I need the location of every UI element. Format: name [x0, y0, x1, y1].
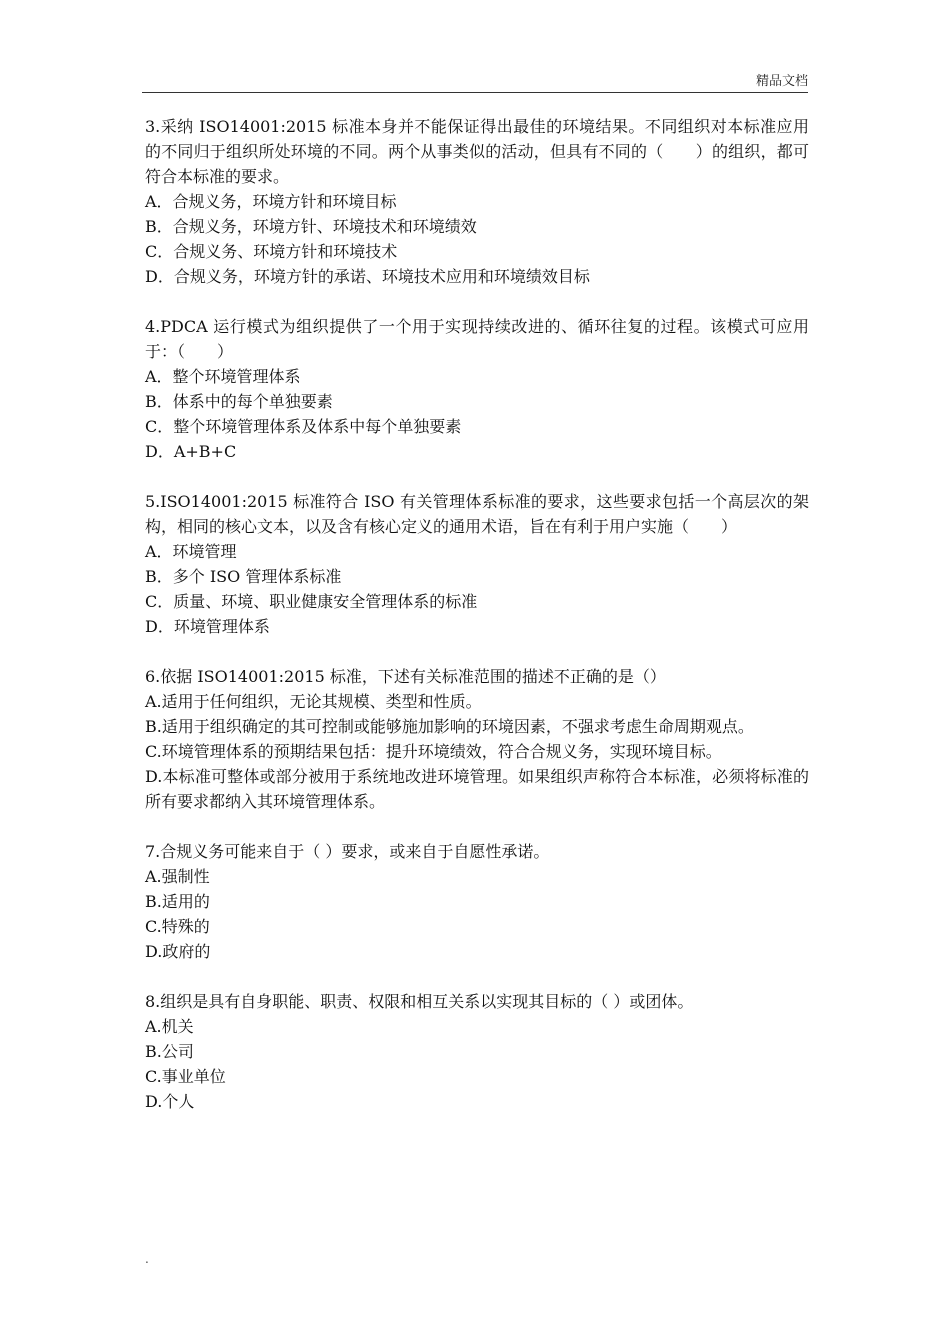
- option-a: A.机关: [145, 1017, 194, 1036]
- option-d: D.政府的: [145, 942, 211, 961]
- option-b: B.公司: [145, 1042, 194, 1061]
- question-6: [145, 664, 809, 814]
- question-8: [145, 989, 809, 1114]
- question-3: [145, 114, 809, 289]
- page-header-label: 精品文档: [755, 74, 808, 89]
- option-c: C．合规义务、环境方针和环境技术: [145, 242, 398, 261]
- question-text: 7.合规义务可能来自于（ ）要求，或来自于自愿性承诺。: [145, 842, 550, 861]
- option-b: B．多个 ISO 管理体系标准: [145, 567, 342, 586]
- question-7: [145, 839, 809, 964]
- question-text: 6.依据 ISO14001:2015 标准，下述有关标准范围的描述不正确的是（）: [145, 667, 666, 686]
- option-d: D．A+B+C: [145, 442, 237, 461]
- option-a: A．合规义务，环境方针和环境目标: [145, 192, 397, 211]
- option-a: A．整个环境管理体系: [145, 367, 301, 386]
- option-d: D．环境管理体系: [145, 617, 270, 636]
- question-text: 8.组织是具有自身职能、职责、权限和相互关系以实现其目标的（ ）或团体。: [145, 992, 694, 1011]
- question-text: 5.ISO14001:2015 标准符合 ISO 有关管理体系标准的要求，这些要求包括一个高层次的架构，相同的核心文本，以及含有核心定义的通用术语，旨在有利于用户实施（ ）: [145, 492, 809, 536]
- option-b: B．合规义务，环境方针、环境技术和环境绩效: [145, 217, 477, 236]
- option-b: B.适用的: [145, 892, 210, 911]
- option-c: C.环境管理体系的预期结果包括：提升环境绩效，符合合规义务，实现环境目标。: [145, 742, 722, 761]
- footer-mark: .: [145, 1252, 149, 1266]
- option-b: B.适用于组织确定的其可控制或能够施加影响的环境因素，不强求考虑生命周期观点。: [145, 717, 754, 736]
- option-a: A.强制性: [145, 867, 210, 886]
- option-d: D.本标准可整体或部分被用于系统地改进环境管理。如果组织声称符合本标准，必须将标准的所有要求都纳入其环境管理体系。: [145, 767, 809, 811]
- option-a: A．环境管理: [145, 542, 237, 561]
- option-d: D.个人: [145, 1092, 195, 1111]
- option-c: C．质量、环境、职业健康安全管理体系的标准: [145, 592, 478, 611]
- option-c: C．整个环境管理体系及体系中每个单独要素: [145, 417, 462, 436]
- question-text: 3.采纳 ISO14001:2015 标准本身并不能保证得出最佳的环境结果。不同组织对本标准应用的不同归于组织所处环境的不同。两个从事类似的活动，但具有不同的（ ）的组织，都可符合本标准的要求。: [145, 117, 809, 186]
- question-text: 4.PDCA 运行模式为组织提供了一个用于实现持续改进的、循环往复的过程。该模式可应用于：（ ）: [145, 317, 809, 361]
- option-c: C.事业单位: [145, 1067, 226, 1086]
- option-c: C.特殊的: [145, 917, 210, 936]
- option-a: A.适用于任何组织，无论其规模、类型和性质。: [145, 692, 482, 711]
- option-d: D．合规义务，环境方针的承诺、环境技术应用和环境绩效目标: [145, 267, 590, 286]
- question-4: [145, 314, 809, 464]
- question-list: [145, 114, 809, 1139]
- option-b: B．体系中的每个单独要素: [145, 392, 333, 411]
- question-5: [145, 489, 809, 639]
- header-rule: [142, 92, 808, 93]
